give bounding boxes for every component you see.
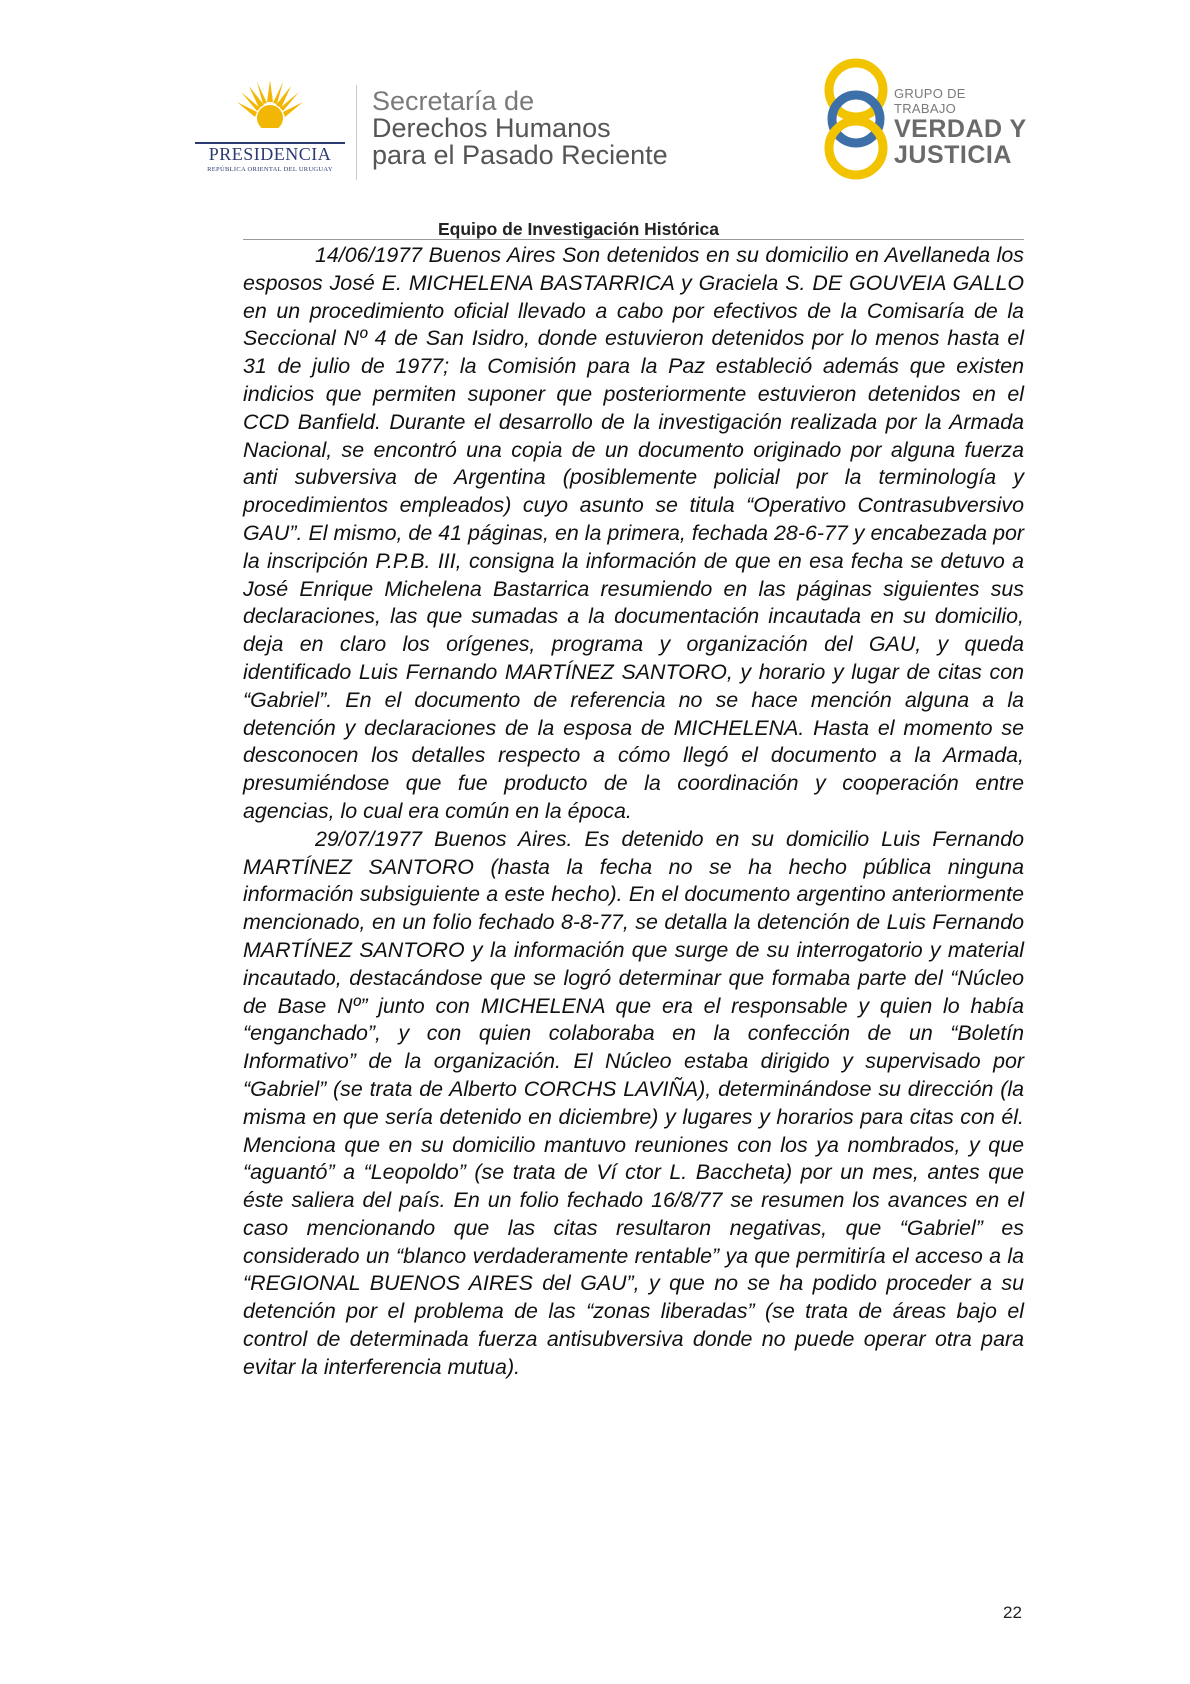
secretaria-logo-text bbox=[372, 88, 668, 169]
grupo-trabajo-line-1: VERDAD Y bbox=[894, 115, 1027, 143]
grupo-trabajo-text bbox=[894, 86, 1030, 168]
presidencia-subtitle: REPÚBLICA ORIENTAL DEL URUGUAY bbox=[207, 166, 333, 173]
sun-icon bbox=[235, 78, 305, 140]
document-body bbox=[243, 242, 1024, 1382]
secretaria-line-1: Secretaría de bbox=[372, 86, 535, 116]
paragraph: 29/07/1977 Buenos Aires. Es detenido en su domicilio Luis Fernando MARTÍNEZ SANTORO (hasta la fecha no se ha hecho pública ninguna información subsiguiente a este hecho). En el documento argentino anteriormente mencionado, en un folio fechado 8-8-77, se detalla la detención de Luis Fernando MARTÍNEZ SANTORO y la información que surge de su interrogatorio y material incautado, destacándose que se logró determinar que formaba parte del “Núcleo de Base Nº” junto con MICHELENA que era el responsable y quien lo había “enganchado”, y con quien colaboraba en la confección de un “Boletín Informativo” de la organización. El Núcleo estaba dirigido y supervisado por “Gabriel” (se trata de Alberto CORCHS LAVIÑA), determinándose su dirección (la misma en que sería detenido en diciembre) y lugares y horarios para citas con él. Menciona que en su domicilio mantuvo reuniones con los ya nombrados, y que “aguantó” a “Leopoldo” (se trata de Ví ctor L. Baccheta) por un mes, antes que éste saliera del país. En un folio fechado 16/8/77 se resumen los avances en el caso mencionando que las citas resultaron negativas, que “Gabriel” es considerado un “blanco verdaderamente rentable” ya que permitiría el acceso a la “REGIONAL BUENOS AIRES del GAU”, y que no se ha podido proceder a su detención por el problema de las “zonas liberadas” (se trata de áreas bajo el control de determinada fuerza antisubversiva donde no puede operar otra para evitar la interferencia mutua). bbox=[243, 826, 1024, 1379]
page-header bbox=[0, 0, 1190, 239]
secretaria-line-2: Derechos Humanos bbox=[372, 113, 611, 143]
presidencia-logo bbox=[195, 78, 345, 178]
page-number: 22 bbox=[1003, 1603, 1022, 1622]
grupo-trabajo-logo bbox=[820, 56, 1030, 181]
header-divider bbox=[356, 85, 357, 180]
grupo-trabajo-small: GRUPO DE TRABAJO bbox=[894, 86, 966, 116]
header-subtitle: Equipo de Investigación Histórica bbox=[438, 219, 720, 239]
rings-icon bbox=[820, 56, 892, 181]
presidencia-title: PRESIDENCIA bbox=[208, 144, 332, 164]
secretaria-line-3: para el Pasado Reciente bbox=[372, 140, 668, 170]
paragraph: 14/06/1977 Buenos Aires Son detenidos en su domicilio en Avellaneda los esposos José E. MICHELENA BASTARRICA y Graciela S. DE GOUVEIA GALLO en un procedimiento oficial llevado a cabo por efectivos de la Comisaría de la Seccional Nº 4 de San Isidro, donde estuvieron detenidos por lo menos hasta el 31 de julio de 1977; la Comisión para la Paz estableció además que existen indicios que permiten suponer que posteriormente estuvieron detenidos en el CCD Banfield. Durante el desarrollo de la investigación realizada por la Armada Nacional, se encontró una copia de un documento originado por alguna fuerza anti subversiva de Argentina (posiblemente policial por la terminología y procedimientos empleados) cuyo asunto se titula “Operativo Contrasubversivo GAU”. El mismo, de 41 páginas, en la primera, fechada 28-6-77 y encabezada por la inscripción P.P.B. III, consigna la información de que en esa fecha se detuvo a José Enrique Michelena Bastarrica resumiendo en las páginas siguientes sus declaraciones, las que sumadas a la documentación incautada en su domicilio, deja en claro los orígenes, programa y organización del GAU, y queda identificado Luis Fernando MARTÍNEZ SANTORO, y horario y lugar de citas con “Gabriel”. En el documento de referencia no se hace mención alguna a la detención y declaraciones de la esposa de MICHELENA. Hasta el momento se desconocen los detalles respecto a cómo llegó el documento a la Armada, presumiéndose que fue producto de la coordinación y cooperación entre agencias, lo cual era común en la época. bbox=[243, 243, 1024, 823]
header-rule bbox=[243, 239, 1024, 240]
grupo-trabajo-line-2: JUSTICIA bbox=[894, 141, 1012, 169]
